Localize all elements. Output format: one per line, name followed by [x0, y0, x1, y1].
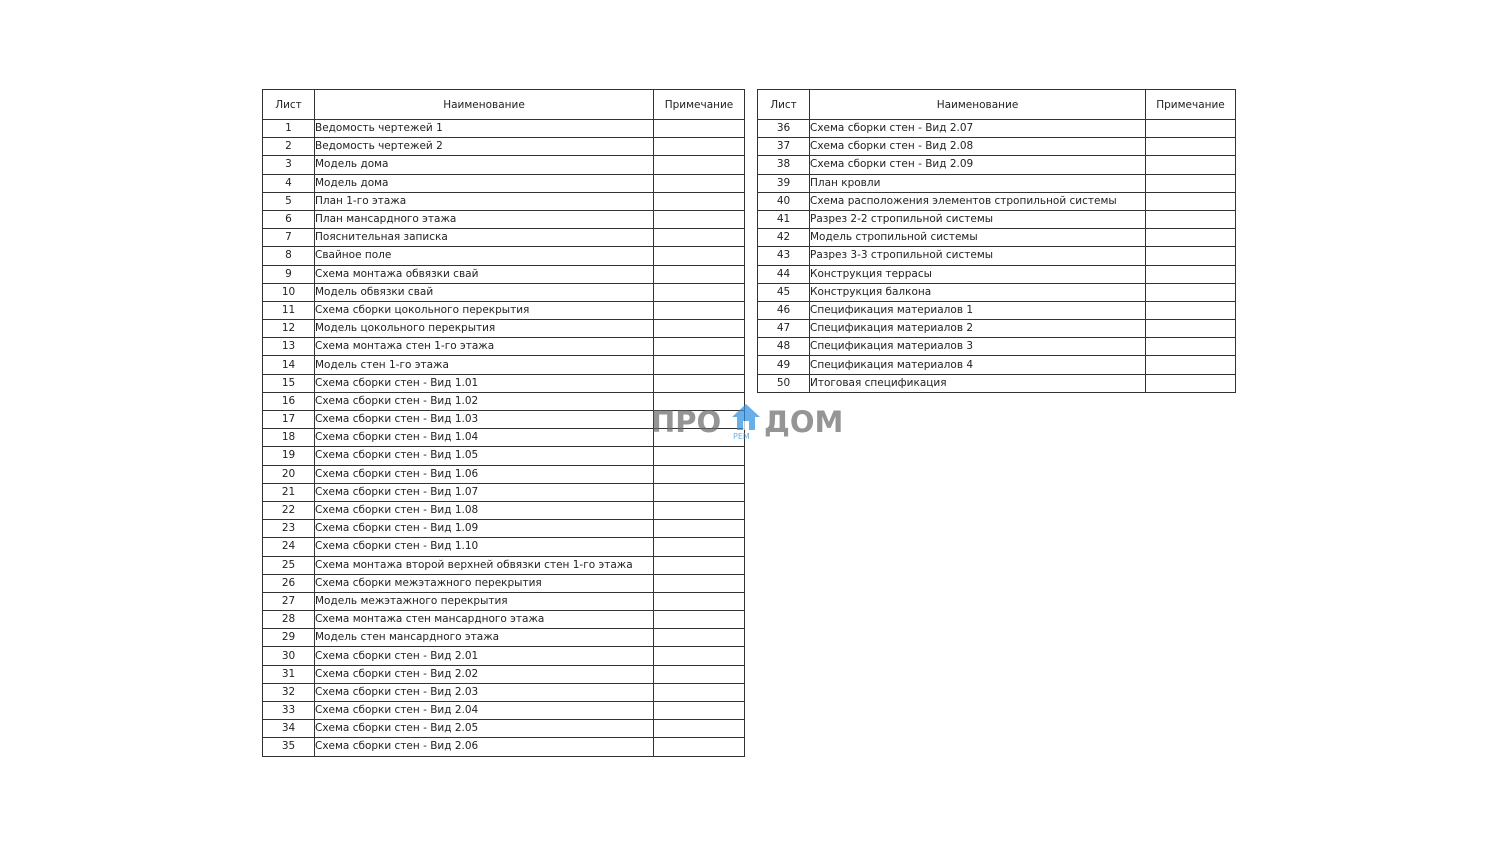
table-row — [263, 665, 745, 683]
table-row — [263, 356, 745, 374]
table-row — [263, 174, 745, 192]
table-row — [758, 338, 1236, 356]
cell-sheet-number: 47 — [758, 320, 810, 338]
cell-note — [654, 556, 745, 574]
cell-note — [654, 247, 745, 265]
cell-sheet-number: 50 — [758, 374, 810, 392]
cell-sheet-number: 22 — [263, 501, 315, 519]
cell-drawing-name: Спецификация материалов 3 — [810, 338, 1146, 356]
table-row — [263, 683, 745, 701]
cell-drawing-name: Модель дома — [315, 174, 654, 192]
cell-sheet-number: 16 — [263, 392, 315, 410]
cell-sheet-number: 44 — [758, 265, 810, 283]
cell-note — [654, 647, 745, 665]
cell-drawing-name: Схема сборки стен - Вид 2.07 — [810, 120, 1146, 138]
cell-drawing-name: Схема сборки стен - Вид 1.06 — [315, 465, 654, 483]
cell-drawing-name: Схема монтажа стен 1-го этажа — [315, 338, 654, 356]
cell-drawing-name: Схема сборки стен - Вид 2.01 — [315, 647, 654, 665]
table-row — [758, 374, 1236, 392]
cell-sheet-number: 39 — [758, 174, 810, 192]
table-row — [263, 574, 745, 592]
cell-note — [654, 356, 745, 374]
cell-note — [1146, 301, 1236, 319]
cell-drawing-name: Схема сборки стен - Вид 1.04 — [315, 429, 654, 447]
table-row — [263, 738, 745, 756]
cell-note — [654, 265, 745, 283]
cell-note — [1146, 229, 1236, 247]
table-row — [263, 229, 745, 247]
cell-drawing-name: Схема сборки межэтажного перекрытия — [315, 574, 654, 592]
cell-drawing-name: Ведомость чертежей 1 — [315, 120, 654, 138]
cell-drawing-name: Схема сборки стен - Вид 1.09 — [315, 520, 654, 538]
cell-sheet-number: 48 — [758, 338, 810, 356]
cell-note — [654, 120, 745, 138]
cell-note — [654, 283, 745, 301]
table-row — [758, 120, 1236, 138]
cell-sheet-number: 13 — [263, 338, 315, 356]
table-row — [263, 611, 745, 629]
cell-drawing-name: Пояснительная записка — [315, 229, 654, 247]
cell-note — [654, 483, 745, 501]
cell-note — [1146, 356, 1236, 374]
table-row — [758, 247, 1236, 265]
pro-dom-watermark-logo — [651, 403, 851, 445]
table-row — [263, 320, 745, 338]
table-row — [758, 283, 1236, 301]
cell-note — [1146, 210, 1236, 228]
cell-sheet-number: 17 — [263, 411, 315, 429]
cell-drawing-name: Схема сборки стен - Вид 1.01 — [315, 374, 654, 392]
header-name: Наименование — [315, 90, 654, 120]
cell-sheet-number: 33 — [263, 702, 315, 720]
cell-note — [654, 138, 745, 156]
cell-note — [654, 301, 745, 319]
cell-note — [1146, 174, 1236, 192]
table-row — [263, 301, 745, 319]
cell-drawing-name: Модель цокольного перекрытия — [315, 320, 654, 338]
cell-drawing-name: Спецификация материалов 1 — [810, 301, 1146, 319]
header-sheet: Лист — [758, 90, 810, 120]
cell-sheet-number: 42 — [758, 229, 810, 247]
table-row — [263, 247, 745, 265]
cell-note — [1146, 338, 1236, 356]
cell-sheet-number: 30 — [263, 647, 315, 665]
cell-sheet-number: 2 — [263, 138, 315, 156]
cell-sheet-number: 45 — [758, 283, 810, 301]
cell-note — [1146, 192, 1236, 210]
cell-drawing-name: План мансардного этажа — [315, 210, 654, 228]
cell-sheet-number: 9 — [263, 265, 315, 283]
cell-sheet-number: 37 — [758, 138, 810, 156]
cell-note — [654, 320, 745, 338]
table-row — [263, 465, 745, 483]
table-row — [758, 301, 1236, 319]
table-body-right — [758, 120, 1236, 393]
cell-drawing-name: Схема сборки стен - Вид 1.10 — [315, 538, 654, 556]
cell-drawing-name: Схема сборки стен - Вид 1.08 — [315, 501, 654, 519]
cell-drawing-name: Схема сборки стен - Вид 1.03 — [315, 411, 654, 429]
cell-sheet-number: 18 — [263, 429, 315, 447]
table-row — [263, 120, 745, 138]
cell-sheet-number: 5 — [263, 192, 315, 210]
cell-sheet-number: 19 — [263, 447, 315, 465]
logo-text-pro: ПРО — [651, 405, 722, 439]
cell-note — [654, 501, 745, 519]
table-row — [263, 447, 745, 465]
cell-sheet-number: 26 — [263, 574, 315, 592]
cell-drawing-name: Свайное поле — [315, 247, 654, 265]
cell-sheet-number: 6 — [263, 210, 315, 228]
cell-sheet-number: 32 — [263, 683, 315, 701]
cell-note — [654, 156, 745, 174]
cell-note — [1146, 283, 1236, 301]
cell-drawing-name: Схема сборки стен - Вид 2.02 — [315, 665, 654, 683]
cell-sheet-number: 15 — [263, 374, 315, 392]
cell-sheet-number: 29 — [263, 629, 315, 647]
cell-sheet-number: 46 — [758, 301, 810, 319]
cell-sheet-number: 25 — [263, 556, 315, 574]
cell-note — [1146, 320, 1236, 338]
cell-drawing-name: Схема монтажа обвязки свай — [315, 265, 654, 283]
table-row — [263, 374, 745, 392]
cell-note — [654, 538, 745, 556]
cell-note — [654, 738, 745, 756]
header-sheet: Лист — [263, 90, 315, 120]
cell-note — [654, 720, 745, 738]
cell-drawing-name: Схема сборки стен - Вид 2.09 — [810, 156, 1146, 174]
cell-drawing-name: Схема сборки стен - Вид 1.02 — [315, 392, 654, 410]
table-row — [263, 556, 745, 574]
cell-drawing-name: Схема монтажа второй верхней обвязки стен 1-го этажа — [315, 556, 654, 574]
cell-sheet-number: 1 — [263, 120, 315, 138]
cell-sheet-number: 41 — [758, 210, 810, 228]
cell-note — [1146, 374, 1236, 392]
table-header-row — [263, 90, 745, 120]
table-row — [263, 283, 745, 301]
cell-note — [654, 210, 745, 228]
header-note: Примечание — [654, 90, 745, 120]
cell-drawing-name: Конструкция террасы — [810, 265, 1146, 283]
cell-sheet-number: 23 — [263, 520, 315, 538]
cell-note — [654, 174, 745, 192]
cell-note — [654, 574, 745, 592]
cell-note — [654, 447, 745, 465]
cell-drawing-name: Схема сборки стен - Вид 2.03 — [315, 683, 654, 701]
cell-sheet-number: 28 — [263, 611, 315, 629]
cell-drawing-name: Конструкция балкона — [810, 283, 1146, 301]
table-row — [758, 192, 1236, 210]
cell-drawing-name: Модель обвязки свай — [315, 283, 654, 301]
cell-drawing-name: Схема сборки стен - Вид 2.08 — [810, 138, 1146, 156]
table-row — [263, 702, 745, 720]
cell-drawing-name: Модель стен 1-го этажа — [315, 356, 654, 374]
cell-note — [1146, 265, 1236, 283]
header-name: Наименование — [810, 90, 1146, 120]
cell-drawing-name: Схема расположения элементов стропильной системы — [810, 192, 1146, 210]
cell-drawing-name: Модель дома — [315, 156, 654, 174]
cell-drawing-name: Схема сборки стен - Вид 2.05 — [315, 720, 654, 738]
cell-note — [654, 374, 745, 392]
cell-sheet-number: 35 — [263, 738, 315, 756]
cell-note — [654, 520, 745, 538]
cell-note — [654, 611, 745, 629]
cell-sheet-number: 43 — [758, 247, 810, 265]
cell-note — [654, 683, 745, 701]
cell-sheet-number: 36 — [758, 120, 810, 138]
table-row — [758, 229, 1236, 247]
cell-sheet-number: 40 — [758, 192, 810, 210]
cell-note — [654, 592, 745, 610]
house-icon — [731, 403, 761, 433]
cell-drawing-name: Итоговая спецификация — [810, 374, 1146, 392]
table-row — [263, 538, 745, 556]
table-row — [263, 720, 745, 738]
cell-note — [1146, 138, 1236, 156]
table-row — [758, 174, 1236, 192]
cell-sheet-number: 49 — [758, 356, 810, 374]
table-header-row — [758, 90, 1236, 120]
table-row — [263, 592, 745, 610]
cell-note — [1146, 156, 1236, 174]
cell-sheet-number: 7 — [263, 229, 315, 247]
table-row — [263, 338, 745, 356]
table-row — [263, 138, 745, 156]
cell-drawing-name: Модель стен мансардного этажа — [315, 629, 654, 647]
cell-sheet-number: 8 — [263, 247, 315, 265]
cell-drawing-name: Спецификация материалов 2 — [810, 320, 1146, 338]
cell-sheet-number: 3 — [263, 156, 315, 174]
table-row — [263, 210, 745, 228]
cell-note — [654, 338, 745, 356]
table-row — [758, 356, 1236, 374]
cell-drawing-name: План 1-го этажа — [315, 192, 654, 210]
cell-note — [654, 229, 745, 247]
cell-drawing-name: Ведомость чертежей 2 — [315, 138, 654, 156]
table-row — [263, 629, 745, 647]
cell-sheet-number: 21 — [263, 483, 315, 501]
cell-sheet-number: 10 — [263, 283, 315, 301]
cell-drawing-name: Разрез 3-3 стропильной системы — [810, 247, 1146, 265]
drawings-register-table-right — [757, 89, 1236, 393]
cell-sheet-number: 31 — [263, 665, 315, 683]
cell-sheet-number: 27 — [263, 592, 315, 610]
cell-drawing-name: Модель стропильной системы — [810, 229, 1146, 247]
header-note: Примечание — [1146, 90, 1236, 120]
table-row — [263, 483, 745, 501]
cell-sheet-number: 14 — [263, 356, 315, 374]
cell-sheet-number: 34 — [263, 720, 315, 738]
cell-note — [1146, 120, 1236, 138]
logo-subtext: РЕМ — [733, 432, 750, 441]
table-row — [758, 138, 1236, 156]
cell-note — [1146, 247, 1236, 265]
cell-drawing-name: План кровли — [810, 174, 1146, 192]
table-row — [758, 265, 1236, 283]
table-row — [758, 320, 1236, 338]
table-row — [263, 265, 745, 283]
cell-drawing-name: Схема монтажа стен мансардного этажа — [315, 611, 654, 629]
cell-drawing-name: Схема сборки цокольного перекрытия — [315, 301, 654, 319]
table-row — [758, 156, 1236, 174]
cell-drawing-name: Модель межэтажного перекрытия — [315, 592, 654, 610]
cell-drawing-name: Схема сборки стен - Вид 1.05 — [315, 447, 654, 465]
cell-sheet-number: 24 — [263, 538, 315, 556]
cell-drawing-name: Схема сборки стен - Вид 1.07 — [315, 483, 654, 501]
cell-sheet-number: 20 — [263, 465, 315, 483]
cell-sheet-number: 38 — [758, 156, 810, 174]
cell-note — [654, 629, 745, 647]
cell-note — [654, 465, 745, 483]
cell-drawing-name: Разрез 2-2 стропильной системы — [810, 210, 1146, 228]
cell-sheet-number: 4 — [263, 174, 315, 192]
table-row — [263, 192, 745, 210]
cell-sheet-number: 11 — [263, 301, 315, 319]
cell-sheet-number: 12 — [263, 320, 315, 338]
table-row — [263, 501, 745, 519]
cell-note — [654, 702, 745, 720]
table-row — [263, 156, 745, 174]
table-row — [263, 647, 745, 665]
table-row — [263, 520, 745, 538]
cell-note — [654, 192, 745, 210]
cell-drawing-name: Схема сборки стен - Вид 2.06 — [315, 738, 654, 756]
cell-note — [654, 665, 745, 683]
cell-drawing-name: Схема сборки стен - Вид 2.04 — [315, 702, 654, 720]
table-row — [758, 210, 1236, 228]
logo-text-dom: ДОМ — [764, 405, 844, 439]
cell-drawing-name: Спецификация материалов 4 — [810, 356, 1146, 374]
